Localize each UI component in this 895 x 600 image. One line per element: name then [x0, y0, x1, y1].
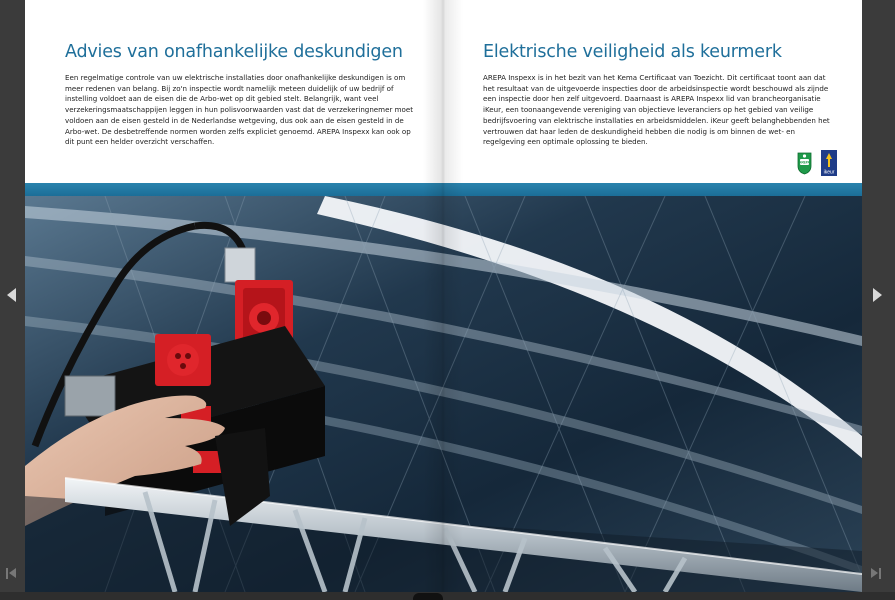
page-scrubber-handle[interactable]	[413, 593, 443, 600]
first-page-bar	[6, 568, 8, 579]
certification-logos	[793, 150, 843, 178]
viewer-bottom-bar	[0, 592, 895, 600]
first-page-icon[interactable]	[6, 568, 18, 579]
arrow-left-icon[interactable]	[7, 288, 16, 302]
arrow-right-icon[interactable]	[873, 288, 882, 302]
left-page-body: Een regelmatige controle van uw elektrische installaties door onafhankelijke deskundigen is om meer redenen van belang. Bij zo'n inspectie wordt namelijk meteen duidelijk of uw bedrijf of instelling voldoet aan de eisen die de Arbo-wet op dit gebied stelt. Belangrijk, want veel verzekeringsmaatschappijen leggen in hun polisvoorwaarden vast dat de verzekeringnemer moet voldoen aan de eisen gesteld in de Nederlandse wetgeving, dus ook aan de eisen gesteld in de Arbo-wet. De desbetreffende normen worden zelfs expliciet genoemd. AREPA Inspexx kan ook op dit punt een helder overzicht verschaffen.	[65, 73, 414, 147]
first-page-triangle	[9, 568, 16, 578]
ikeur-logo-icon	[820, 150, 838, 176]
photo-illustration	[25, 196, 862, 592]
right-page-body: AREPA Inspexx is in het bezit van het Kema Certificaat van Toezicht. Dit certificaat toont aan dat het resultaat van de uitgevoerde inspecties door de arbeidsinspectie wordt beschouwd als zijnde een inspectie door hen zelf uitgevoerd. Daarnaast is AREPA Inspexx lid van brancheorganisatie iKeur, een toonaangevende vereniging van objectieve leveranciers op het gebied van veilige bedrijfsvoering van elektrische installaties en arbeidsmiddelen. iKeur geeft belanghebbenden het vertrouwen dat haar leden de deskundigheid hebben die nodig is om binnen de wet- en regelgeving een optimale oplossing te bieden.	[483, 73, 830, 147]
right-page	[443, 0, 862, 183]
last-page-icon[interactable]	[870, 568, 882, 579]
last-page-bar	[879, 568, 881, 579]
left-page-heading: Advies van onafhankelijke deskundigen	[65, 42, 403, 62]
svg-text:AREPA: AREPA	[799, 160, 810, 165]
left-page	[25, 0, 443, 183]
magazine-spread	[25, 0, 862, 592]
arepa-logo-icon	[796, 151, 813, 175]
svg-text:ikeur: ikeur	[823, 169, 835, 176]
stage-rigging-photo	[25, 196, 862, 592]
last-page-triangle	[871, 568, 878, 578]
blue-band	[25, 183, 862, 196]
right-page-heading: Elektrische veiligheid als keurmerk	[483, 42, 782, 62]
